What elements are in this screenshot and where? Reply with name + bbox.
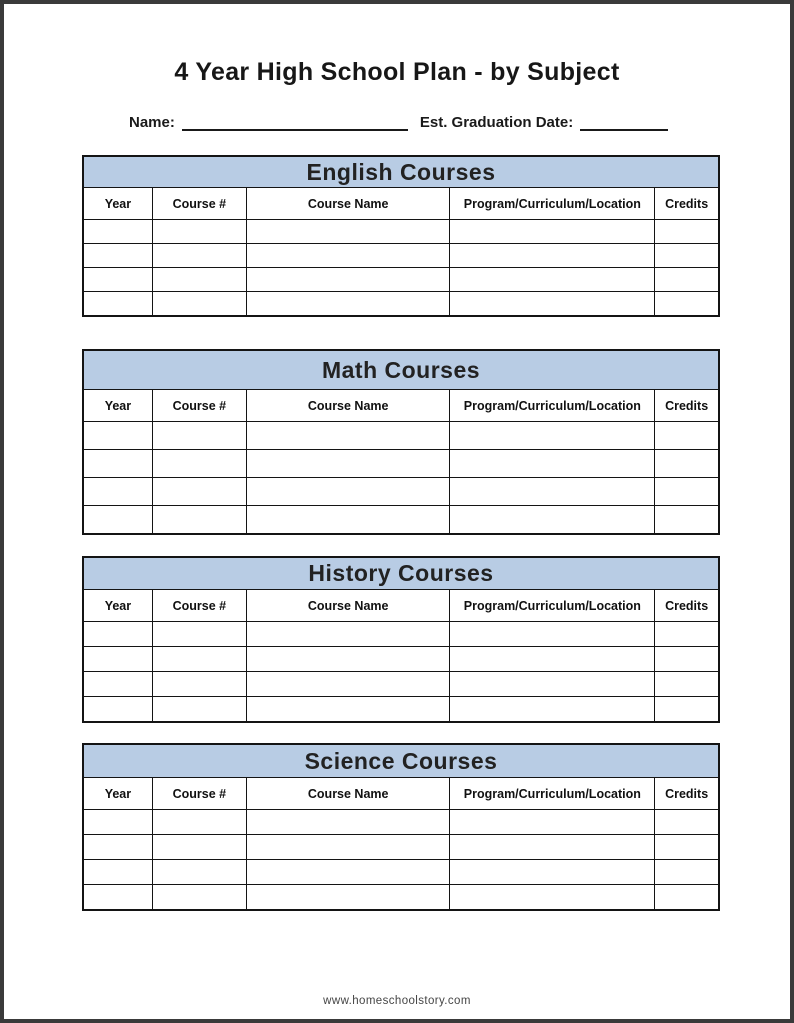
- name-label: Name:: [129, 114, 175, 131]
- empty-cell: [246, 268, 450, 292]
- empty-cell: [450, 697, 655, 723]
- empty-cell: [152, 885, 246, 911]
- empty-course-row: [83, 450, 719, 478]
- empty-cell: [152, 292, 246, 317]
- empty-cell: [83, 622, 152, 647]
- empty-cell: [655, 860, 719, 885]
- empty-cell: [246, 860, 450, 885]
- col-header-course-number: Course #: [152, 188, 246, 220]
- history-section-header: History Courses: [83, 557, 719, 590]
- empty-cell: [83, 268, 152, 292]
- name-blank-line: [182, 114, 408, 131]
- empty-cell: [83, 647, 152, 672]
- empty-cell: [83, 810, 152, 835]
- col-header-year: Year: [83, 590, 152, 622]
- empty-cell: [655, 622, 719, 647]
- empty-cell: [246, 810, 450, 835]
- empty-cell: [246, 292, 450, 317]
- col-header-program: Program/Curriculum/Location: [450, 390, 655, 422]
- empty-cell: [246, 647, 450, 672]
- empty-cell: [246, 506, 450, 535]
- empty-cell: [655, 450, 719, 478]
- empty-cell: [83, 835, 152, 860]
- empty-cell: [655, 647, 719, 672]
- empty-course-row: [83, 268, 719, 292]
- col-header-program: Program/Curriculum/Location: [450, 188, 655, 220]
- empty-cell: [450, 810, 655, 835]
- history-column-header-row: [83, 590, 719, 622]
- col-header-credits: Credits: [655, 390, 719, 422]
- empty-cell: [655, 885, 719, 911]
- empty-cell: [450, 450, 655, 478]
- empty-cell: [450, 220, 655, 244]
- empty-cell: [152, 422, 246, 450]
- empty-course-row: [83, 622, 719, 647]
- website-footer: www.homeschoolstory.com: [323, 995, 471, 1007]
- empty-cell: [655, 835, 719, 860]
- name-and-date-row: [129, 114, 669, 131]
- col-header-year: Year: [83, 390, 152, 422]
- empty-cell: [450, 478, 655, 506]
- empty-course-row: [83, 220, 719, 244]
- col-header-course-number: Course #: [152, 390, 246, 422]
- empty-cell: [83, 478, 152, 506]
- history-courses-table: [82, 556, 720, 723]
- empty-cell: [152, 478, 246, 506]
- col-header-course-name: Course Name: [246, 188, 450, 220]
- empty-cell: [655, 268, 719, 292]
- col-header-year: Year: [83, 778, 152, 810]
- math-section-header: Math Courses: [83, 350, 719, 390]
- empty-course-row: [83, 885, 719, 911]
- empty-cell: [246, 697, 450, 723]
- col-header-program: Program/Curriculum/Location: [450, 590, 655, 622]
- empty-cell: [450, 292, 655, 317]
- science-column-header-row: [83, 778, 719, 810]
- col-header-program: Program/Curriculum/Location: [450, 778, 655, 810]
- col-header-course-number: Course #: [152, 778, 246, 810]
- english-section-header: English Courses: [83, 156, 719, 188]
- empty-course-row: [83, 292, 719, 317]
- english-courses-table: [82, 155, 720, 317]
- col-header-course-name: Course Name: [246, 590, 450, 622]
- empty-course-row: [83, 422, 719, 450]
- empty-course-row: [83, 810, 719, 835]
- science-courses-table: [82, 743, 720, 911]
- col-header-course-name: Course Name: [246, 778, 450, 810]
- empty-course-row: [83, 647, 719, 672]
- empty-cell: [450, 835, 655, 860]
- empty-cell: [655, 478, 719, 506]
- empty-cell: [83, 450, 152, 478]
- empty-course-row: [83, 506, 719, 535]
- empty-cell: [246, 220, 450, 244]
- empty-cell: [83, 506, 152, 535]
- empty-cell: [152, 450, 246, 478]
- empty-cell: [450, 622, 655, 647]
- empty-cell: [655, 220, 719, 244]
- history-table-body: [83, 622, 719, 723]
- empty-cell: [655, 697, 719, 723]
- empty-cell: [450, 860, 655, 885]
- empty-cell: [450, 672, 655, 697]
- empty-cell: [246, 422, 450, 450]
- empty-cell: [83, 697, 152, 723]
- empty-cell: [655, 810, 719, 835]
- empty-cell: [152, 860, 246, 885]
- grad-date-label: Est. Graduation Date:: [419, 114, 574, 131]
- col-header-credits: Credits: [655, 188, 719, 220]
- empty-cell: [152, 622, 246, 647]
- empty-cell: [83, 292, 152, 317]
- page-title: 4 Year High School Plan - by Subject: [174, 58, 620, 86]
- science-section-header: Science Courses: [83, 744, 719, 778]
- math-column-header-row: [83, 390, 719, 422]
- empty-course-row: [83, 672, 719, 697]
- science-table-body: [83, 810, 719, 911]
- empty-cell: [655, 422, 719, 450]
- empty-cell: [450, 268, 655, 292]
- empty-course-row: [83, 860, 719, 885]
- empty-cell: [83, 422, 152, 450]
- empty-course-row: [83, 835, 719, 860]
- empty-cell: [246, 478, 450, 506]
- empty-cell: [655, 292, 719, 317]
- empty-cell: [246, 672, 450, 697]
- empty-cell: [83, 220, 152, 244]
- math-courses-table: [82, 349, 720, 535]
- empty-cell: [83, 244, 152, 268]
- math-table-body: [83, 422, 719, 535]
- empty-cell: [450, 885, 655, 911]
- empty-cell: [246, 244, 450, 268]
- empty-cell: [83, 672, 152, 697]
- empty-cell: [450, 506, 655, 535]
- grad-date-blank-line: [580, 114, 668, 131]
- empty-cell: [246, 622, 450, 647]
- empty-course-row: [83, 244, 719, 268]
- empty-cell: [450, 244, 655, 268]
- empty-cell: [152, 672, 246, 697]
- empty-cell: [83, 860, 152, 885]
- empty-course-row: [83, 478, 719, 506]
- empty-course-row: [83, 697, 719, 723]
- empty-cell: [152, 244, 246, 268]
- empty-cell: [450, 422, 655, 450]
- empty-cell: [246, 885, 450, 911]
- english-column-header-row: [83, 188, 719, 220]
- empty-cell: [152, 647, 246, 672]
- empty-cell: [246, 450, 450, 478]
- col-header-credits: Credits: [655, 590, 719, 622]
- english-table-body: [83, 220, 719, 317]
- empty-cell: [450, 647, 655, 672]
- col-header-year: Year: [83, 188, 152, 220]
- empty-cell: [655, 506, 719, 535]
- empty-cell: [655, 244, 719, 268]
- empty-cell: [83, 885, 152, 911]
- col-header-course-number: Course #: [152, 590, 246, 622]
- col-header-course-name: Course Name: [246, 390, 450, 422]
- empty-cell: [152, 697, 246, 723]
- empty-cell: [152, 220, 246, 244]
- col-header-credits: Credits: [655, 778, 719, 810]
- empty-cell: [152, 810, 246, 835]
- empty-cell: [152, 506, 246, 535]
- empty-cell: [246, 835, 450, 860]
- empty-cell: [152, 835, 246, 860]
- empty-cell: [152, 268, 246, 292]
- empty-cell: [655, 672, 719, 697]
